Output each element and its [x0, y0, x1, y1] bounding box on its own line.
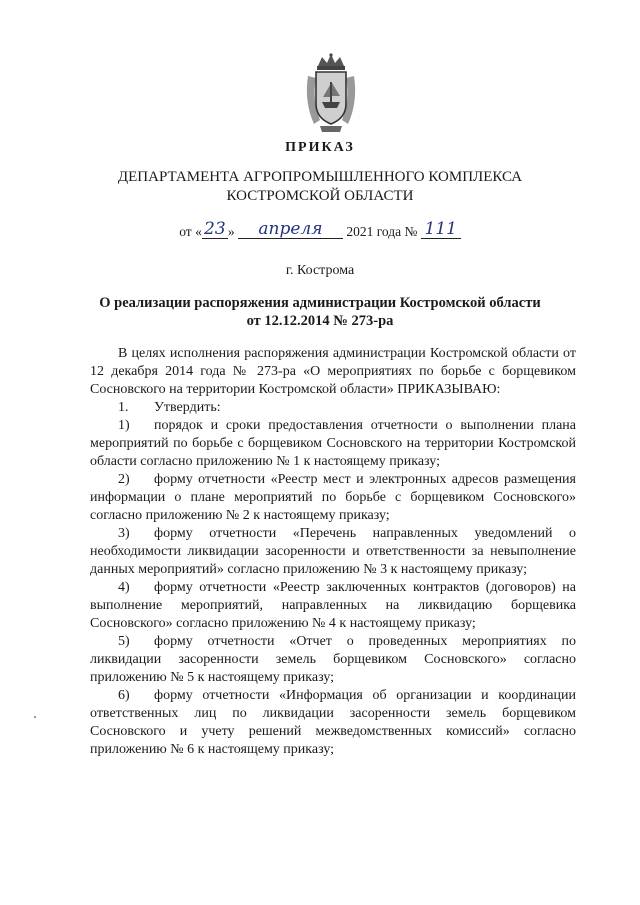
- handwritten-month: апреля: [238, 220, 343, 239]
- handwritten-day: 23: [202, 220, 228, 239]
- intro-paragraph: [90, 345, 576, 399]
- list-item-text: порядок и сроки предоставления отчетности о выполнении плана мероприятий по борьбе с борщевиком Сосновского на территории Костромской области согласно приложению № 1 к настоящему приказу;: [90, 418, 576, 469]
- point-1: [90, 399, 576, 417]
- list-item: [90, 525, 576, 579]
- department-line-2: КОСТРОМСКОЙ ОБЛАСТИ: [226, 188, 414, 204]
- list-item-text: форму отчетности «Реестр заключенных контрактов (договоров) на выполнение мероприятий, направленных на ликвидацию борщевика Сосновского» согласно приложению № 4 к настоящему приказу;: [90, 580, 576, 631]
- intro-text: В целях исполнения распоряжения администрации Костромской области от 12 декабря 2014 года № 273-ра «О мероприятиях по борьбе с борщевиком Сосновского на территории Костромской области»: [90, 346, 576, 397]
- list-item-text: форму отчетности «Реестр мест и электронных адресов размещения информации о плане мероприятий по борьбе с борщевиком Сосновского» согласно приложению № 2 к настоящему приказу;: [90, 472, 576, 523]
- order-body: [90, 345, 576, 759]
- list-item-number: 4): [118, 580, 130, 595]
- department-line-1: ДЕПАРТАМЕНТА АГРОПРОМЫШЛЕННОГО КОМПЛЕКСА: [117, 169, 523, 185]
- list-item-text: форму отчетности «Информация об организации и координации ответственных лиц по ликвидации засоренности земель борщевиком Сосновского и учету решений межведомственных комиссий» согласно приложению № 6 к настоящему приказу;: [90, 688, 576, 757]
- list-item-number: 1): [118, 418, 130, 433]
- list-item: [90, 417, 576, 471]
- scan-speck: [34, 716, 36, 718]
- handwritten-order-number: 111: [421, 220, 461, 239]
- subject-line-1: О реализации распоряжения администрации Костромской области: [99, 295, 541, 311]
- date-close-quote: »: [227, 224, 235, 239]
- issuing-department: [0, 168, 640, 206]
- list-item-text: форму отчетности «Отчет о проведенных мероприятиях по ликвидации засоренности земель борщевиком Сосновского» согласно приложению № 5 к настоящему приказу;: [90, 634, 576, 685]
- list-item-number: 2): [118, 472, 130, 487]
- document-type-title: ПРИКАЗ: [285, 140, 355, 155]
- city-of-issue: г. Кострома: [285, 263, 355, 278]
- date-prefix: от «: [179, 224, 202, 239]
- list-item: [90, 633, 576, 687]
- order-subject: [0, 294, 640, 330]
- list-item-number: 3): [118, 526, 130, 541]
- point-1-text: Утвердить:: [154, 400, 221, 415]
- list-item-number: 6): [118, 688, 130, 703]
- subject-line-2: от 12.12.2014 № 273-ра: [246, 313, 394, 329]
- list-item-text: форму отчетности «Перечень направленных уведомлений о необходимости ликвидации засоренности и ответственности за невыполнение данных мероприятий» согласно приложению № 3 к настоящему приказу;: [90, 526, 576, 577]
- list-item-number: 5): [118, 634, 130, 649]
- list-item: [90, 579, 576, 633]
- prikazyvayu-word: ПРИКАЗЫВАЮ:: [397, 382, 501, 397]
- coat-of-arms-emblem: [300, 52, 362, 136]
- year-and-number-label: 2021 года №: [346, 224, 418, 239]
- date-and-number-line: [0, 219, 640, 241]
- list-item: [90, 687, 576, 759]
- point-1-number: 1.: [118, 400, 129, 415]
- list-item: [90, 471, 576, 525]
